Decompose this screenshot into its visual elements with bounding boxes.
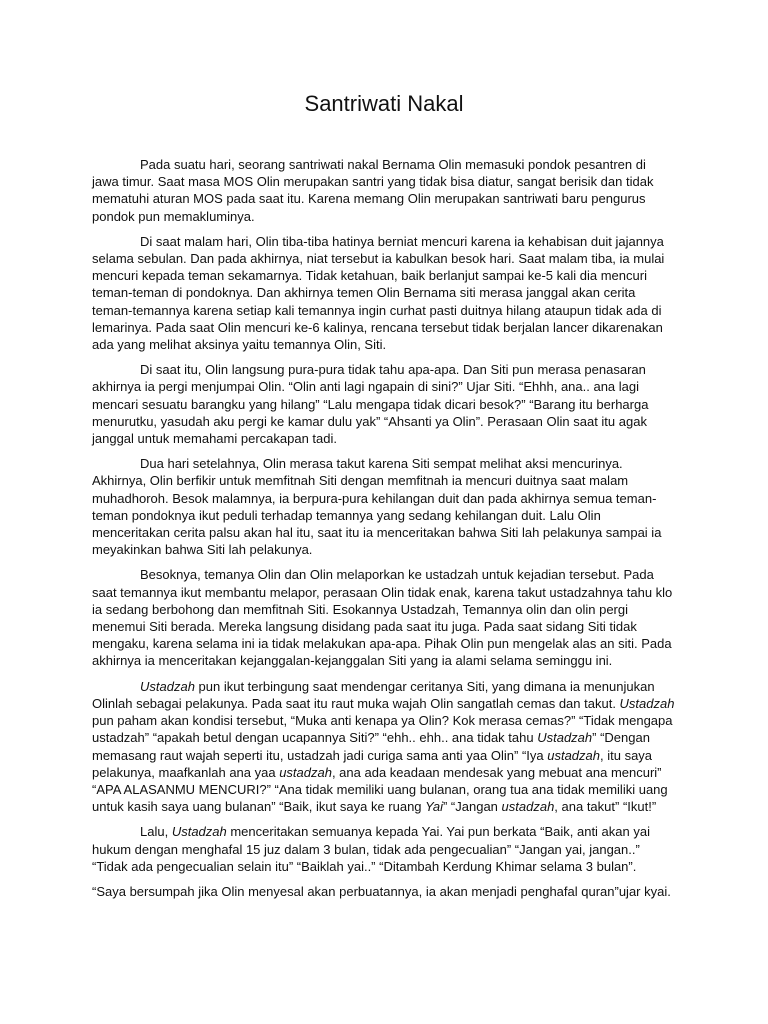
paragraph-6: Ustadzah pun ikut terbingung saat mendengar ceritanya Siti, yang dimana ia menunjukan Olinlah sebagai pelakunya. Pada saat itu raut muka wajah Olin sangatlah cemas dan takut. Ustadzah pun paham akan kondisi tersebut, “Muka anti kenapa ya Olin? Kok merasa cemas?” “Tidak mengapa ustadzah” “apakah betul dengan ucapannya Siti?” “ehh.. ehh.. ana tidak tahu Ustadzah” “Dengan memasang raut wajah seperti itu, ustadzah jadi curiga sama anti yaa Olin” “Iya ustadzah, itu saya pelakunya, maafkanlah ana yaa ustadzah, ana ada keadaan mendesak yang mebuat ana mencuri” “APA ALASANMU MENCURI?” “Ana tidak memiliki uang bulanan, orang tua ana tidak memiliki uang untuk kasih saya uang bulanan” “Baik, ikut saya ke ruang Yai” “Jangan ustadzah, ana takut” “Ikut!” [92, 678, 675, 815]
paragraph-2: Di saat malam hari, Olin tiba-tiba hatinya berniat mencuri karena ia kehabisan duit jajannya selama sebulan. Dan pada akhirnya, niat tersebut ia kabulkan besok hari. Saat malam tiba, ia mulai mencuri kepada teman sekamarnya. Tidak ketahuan, baik berlanjut sampai ke-5 kali dia mencuri teman-teman di pondoknya. Dan akhirnya temen Olin Bernama siti merasa janggal akan cerita teman-temannya karena setiap kali temannya ingin curhat pasti duitnya hilang ataupun tidak ada di lemarinya. Pada saat Olin mencuri ke-6 kalinya, rencana tersebut tidak berjalan lancer dikarenakan ada yang melihat aksinya yaitu temannya Olin, Siti. [92, 233, 665, 353]
paragraph-1: Pada suatu hari, seorang santriwati nakal Bernama Olin memasuki pondok pesantren di jawa timur. Saat masa MOS Olin merupakan santri yang tidak bisa diatur, sangat berisik dan tidak mematuhi aturan MOS pada saat itu. Karena memang Olin merupakan santriwati baru pengurus pondok pun memakluminya. [92, 157, 654, 224]
paragraph-5: Besoknya, temanya Olin dan Olin melaporkan ke ustadzah untuk kejadian tersebut. Pada saat temannya ikut membantu melapor, perasaan Olin tidak enak, karena takut ustadzahnya tahu klo ia sedang berbohong dan memfitnah Siti. Esokannya Ustadzah, Temannya olin dan olin pergi menemui Siti berada. Mereka langsung disidang pada saat itu juga. Pada saat sidang Siti tidak mengaku, karena selama ini ia tidak melakukan apa-apa. Pihak Olin pun mengelak alas an siti. Pada akhirnya ia menceritakan kejanggalan-kejanggalan Siti yang ia alami selama seminggu ini. [92, 567, 673, 669]
document-body [92, 156, 676, 908]
paragraph-8: “Saya bersumpah jika Olin menyesal akan perbuatannya, ia akan menjadi penghafal quran”ujar kyai. [92, 883, 671, 899]
page-title: Santriwati Nakal [304, 91, 464, 116]
paragraph-3: Di saat itu, Olin langsung pura-pura tidak tahu apa-apa. Dan Siti pun merasa penasaran akhirnya ia pergi menjumpai Olin. “Olin anti lagi ngapain di sini?” Ujar Siti. “Ehhh, ana.. ana lagi mencari sesuatu barangku yang hilang” “Lalu mengapa tidak dicari besok?” “Barang itu berharga menurutku, yasudah aku pergi ke kamar dulu yak” “Ahsanti ya Olin”. Perasaan Olin saat itu agak janggal untuk memahami percakapan tadi. [92, 362, 649, 447]
paragraph-7: Lalu, Ustadzah menceritakan semuanya kepada Yai. Yai pun berkata “Baik, anti akan yai hukum dengan menghafal 15 juz dalam 3 bulan, tidak ada pengecualian” “Jangan yai, jangan..” “Tidak ada pengecualian selain itu” “Baiklah yai..” “Ditambah Kerdung Khimar selama 3 bulan”. [92, 824, 650, 874]
paragraph-4: Dua hari setelahnya, Olin merasa takut karena Siti sempat melihat aksi mencurinya. Akhirnya, Olin berfikir untuk memfitnah Siti dengan memfitnah ia mencuri duitnya saat malam muhadhoroh. Besok malamnya, ia berpura-pura kehilangan duit dan pada akhirnya semua teman-teman pondoknya ikut peduli terhadap temannya yang sedang kehilangan duit. Lalu Olin menceritakan cerita palsu akan hal itu, saat itu ia menceritakan bahwa Siti lah pelakunya sampai ia meyakinkan bahwa Siti lah pelakunya. [92, 456, 662, 558]
